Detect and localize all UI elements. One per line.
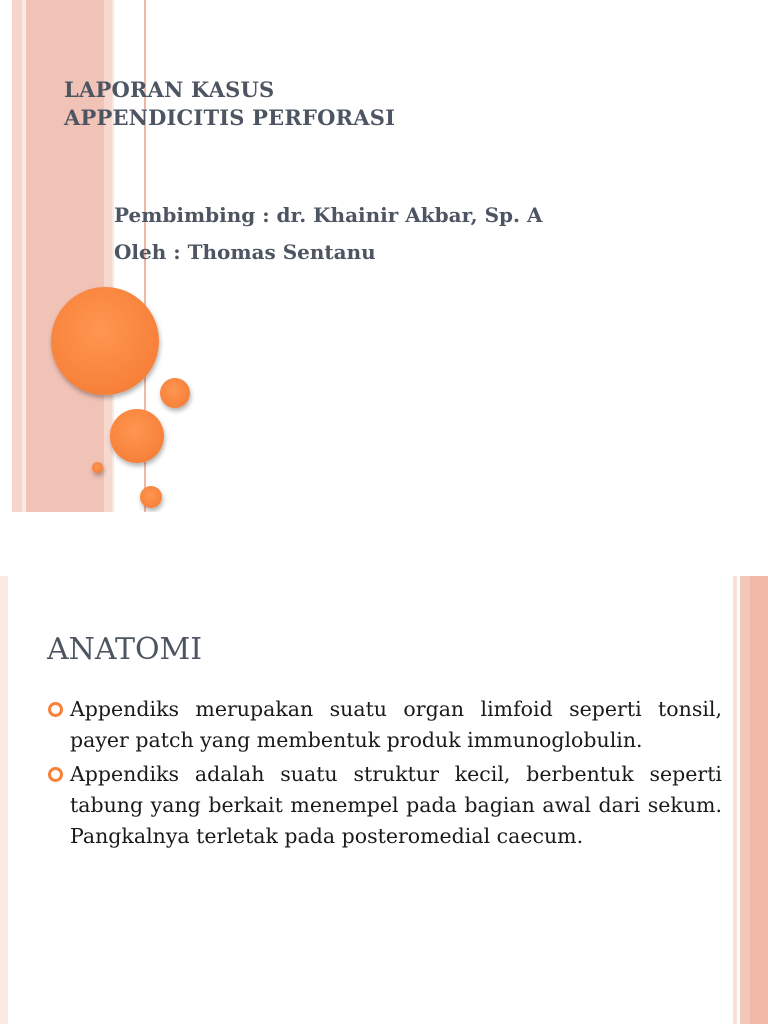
bullet-text: Appendiks adalah suatu struktur kecil, berbentuk seperti tabung yang berkait menempel pada bagian awal dari sekum. Pangkalnya terletak pada posteromedial caecum. (70, 762, 722, 848)
slide-subtitle (114, 197, 734, 271)
author-text: Oleh : Thomas Sentanu (114, 240, 376, 264)
ring-bullet-icon (48, 702, 63, 717)
decorative-circle-tiny (92, 462, 103, 473)
stripe (0, 0, 12, 512)
decorative-circle-small (140, 486, 162, 508)
decorative-circle-large (51, 287, 159, 395)
decorative-circle-medium (110, 409, 164, 463)
ring-bullet-icon (48, 767, 63, 782)
slide-title: ANATOMI (47, 632, 203, 667)
list-item (48, 759, 722, 852)
stripe (12, 0, 22, 512)
bullet-text: Appendiks merupakan suatu organ limfoid seperti tonsil, payer patch yang membentuk produk immunoglobulin. (70, 697, 722, 752)
stripe (0, 576, 8, 1024)
slide-2 (0, 576, 768, 1024)
slide-title (64, 76, 704, 132)
stripe (750, 576, 768, 1024)
title-line: LAPORAN KASUS (64, 77, 275, 102)
stripe (740, 576, 750, 1024)
bullet-list (48, 694, 722, 855)
slide-gap (0, 512, 768, 576)
decorative-circle-small (160, 378, 190, 408)
title-line: APPENDICITIS PERFORASI (64, 105, 396, 130)
list-item (48, 694, 722, 756)
pembimbing-text: Pembimbing : dr. Khainir Akbar, Sp. A (114, 203, 543, 227)
